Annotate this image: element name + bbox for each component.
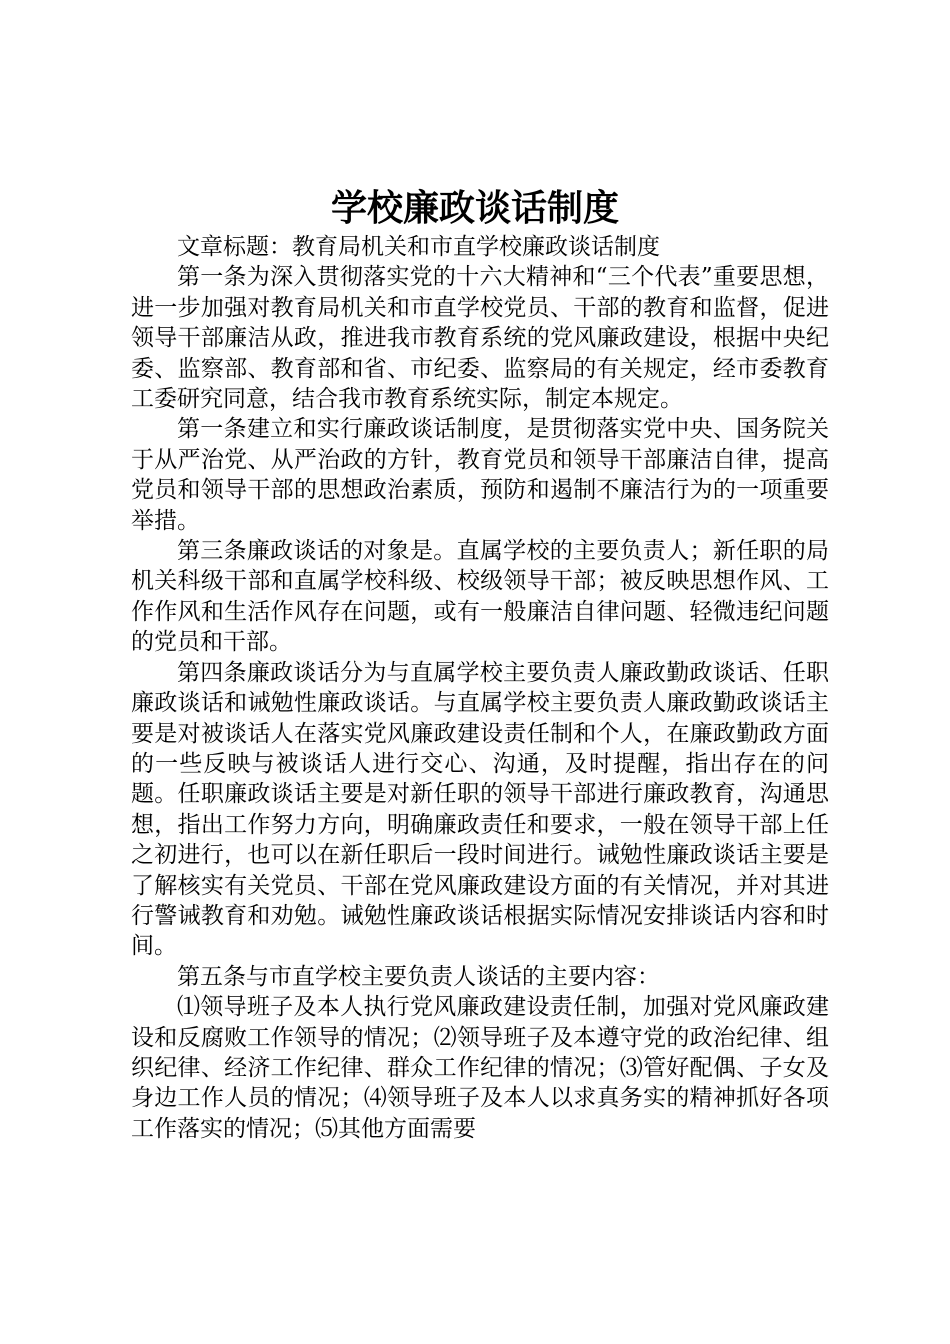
paragraph-article-1: 第一条为深入贯彻落实党的十六大精神和“三个代表”重要思想，进一步加强对教育局机关和市直学校党员、干部的教育和监督，促进领导干部廉洁从政，推进我市教育系统的党风廉政建设，根据中央纪委、监察部、教育部和省、市纪委、监察局的有关规定，经市委教育工委研究同意，结合我市教育系统实际，制定本规定。 xyxy=(131,264,829,413)
paragraph-article-5-items: ⑴领导班子及本人执行党风廉政建设责任制，加强对党风廉政建设和反腐败工作领导的情况；⑵领导班子及本遵守党的政治纪律、组织纪律、经济工作纪律、群众工作纪律的情况；⑶管好配偶、子女及身边工作人员的情况；⑷领导班子及本人以求真务实的精神抓好各项工作落实的情况；⑸其他方面需要 xyxy=(131,994,829,1142)
paragraph-article-3: 第三条廉政谈话的对象是。直属学校的主要负责人；新任职的局机关科级干部和直属学校科级、校级领导干部；被反映思想作风、工作作风和生活作风存在问题，或有一般廉洁自律问题、轻微违纪问题的党员和干部。 xyxy=(131,538,829,656)
paragraph-article-4: 第四条廉政谈话分为与直属学校主要负责人廉政勤政谈话、任职廉政谈话和诫勉性廉政谈话。与直属学校主要负责人廉政勤政谈话主要是对被谈话人在落实党风廉政建设责任制和个人，在廉政勤政方面的一些反映与被谈话人进行交心、沟通，及时提醒，指出存在的问题。任职廉政谈话主要是对新任职的领导干部进行廉政教育，沟通思想，指出工作努力方向，明确廉政责任和要求，一般在领导干部上任之初进行，也可以在新任职后一段时间进行。诫勉性廉政谈话主要是了解核实有关党员、干部在党风廉政建设方面的有关情况，并对其进行警诫教育和劝勉。诫勉性廉政谈话根据实际情况安排谈话内容和时间。 xyxy=(131,659,829,960)
paragraph-article-5: 第五条与市直学校主要负责人谈话的主要内容： xyxy=(177,963,660,990)
document-body xyxy=(131,232,829,1144)
document-title: 学校廉政谈话制度 xyxy=(330,187,619,229)
paragraph-article-1b: 第一条建立和实行廉政谈话制度，是贯彻落实党中央、国务院关于从严治党、从严治政的方针，教育党员和领导干部廉洁自律，提高党员和领导干部的思想政治素质，预防和遏制不廉洁行为的一项重要举措。 xyxy=(131,416,829,534)
paragraph-article-title: 文章标题：教育局机关和市直学校廉政谈话制度 xyxy=(177,234,660,260)
